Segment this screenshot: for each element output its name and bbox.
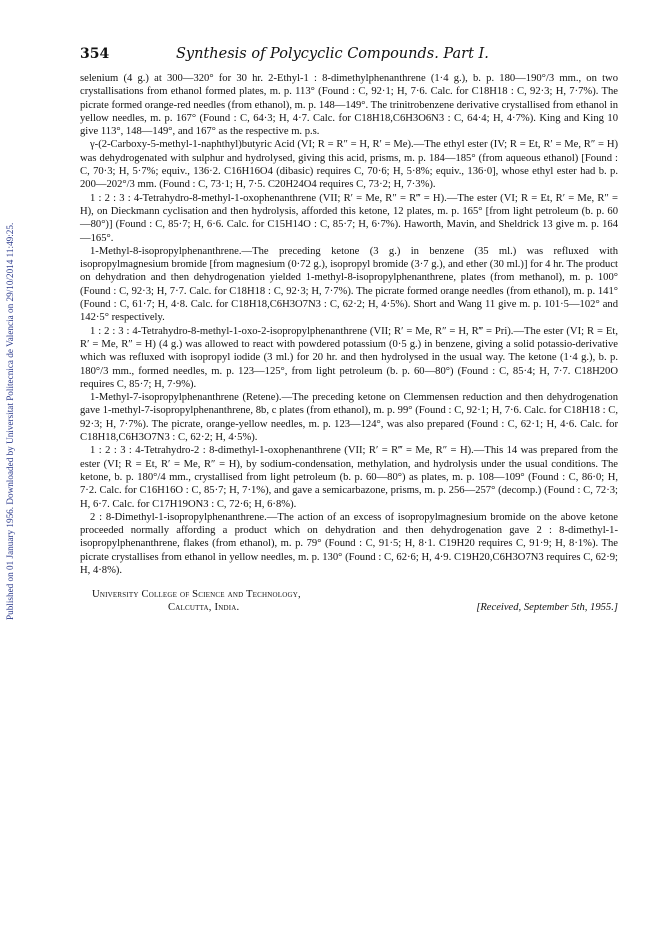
paragraph: 1 : 2 : 3 : 4-Tetrahydro-8-methyl-1-oxo-2-isopropylphenanthrene (VII; R′ = Me, R″ = H, R‴ = Pri).—The ester (VI; R = Et, R′ = Me, R″ = H) (4 g.) was allowed to react with powdered potassium (0·5 g.) in benzene, giving a solid potassio-derivative which was refluxed with isopropyl iodide (3 ml.) for 20 hr. and then hydrolysed in the usual way. The ketone (1·4 g.), b. p. 180°/3 mm., formed needles, m. p. 123—125°, from light petroleum (b. p. 60—80°) (Found : C, 85·4; H, 7·7. C18H20O requires C, 85·7; H, 7·9%). — [80, 325, 618, 390]
article-footer — [80, 589, 618, 619]
page-number: 354 — [80, 46, 110, 62]
paragraph: 1 : 2 : 3 : 4-Tetrahydro-2 : 8-dimethyl-1-oxophenanthrene (VII; R′ = R‴ = Me, R″ = H).—This 14 was prepared from the ester (VI; R = Et, R′ = Me, R″ = H), by sodium-condensation, methylation, and hydrolysis under the usual conditions. The ketone, b. p. 180°/4 mm., crystallised from light petroleum (b. p. 60—80°) as plates, m. p. 108—109° (Found : C, 86·0; H, 7·2. Calc. for C16H16O : C, 85·7; H, 7·1%), and gave a semicarbazone, prisms, m. p. 256—257° (decomp.) (Found : C, 72·3; H, 6·7. Calc. for C17H19ON3 : C, 72·6; H, 6·8%). — [80, 445, 618, 510]
paragraph: 1 : 2 : 3 : 4-Tetrahydro-8-methyl-1-oxophenanthrene (VII; R′ = Me, R″ = R‴ = H).—The ester (VI; R = Et, R′ = Me, R″ = H), on Dieckmann cyclisation and then hydrolysis, afforded this ketone, 12 plates, m. p. 165° [from light petroleum (b. p. 60—80°)] (Found : C, 85·7; H, 6·6. Calc. for C15H14O : C, 85·7; H, 6·7%). Haworth, Mavin, and Sheldrick 13 give m. p. 164—165°. — [80, 192, 618, 244]
paragraph: 1-Methyl-8-isopropylphenanthrene.—The preceding ketone (3 g.) in benzene (35 ml.) was refluxed with isopropylmagnesium bromide [from magnesium (0·72 g.), isopropyl bromide (3·7 g.), and ether (30 ml.)] for 4 hr. The product on dehydration and then dehydrogenation yielded 1-methyl-8-isopropylphenanthrene, plates (from methanol), m. p. 100° (Found : C, 92·3; H, 7·7. Calc. for C18H18 : C, 92·3; H, 7·7%). The picrate formed orange needles (from ethanol), m. p. 141° (Found : C, 61·7; H, 4·8. Calc. for C18H18,C6H3O7N3 : C, 62·2; H, 4·5%). Short and Wang 11 give m. p. 101·5—102° and 142·5° respectively. — [80, 245, 618, 324]
body-text — [80, 72, 618, 577]
institution-line-2: Calcutta, India. — [168, 602, 240, 614]
paragraph: 2 : 8-Dimethyl-1-isopropylphenanthrene.—The action of an excess of isopropylmagnesium bromide on the above ketone proceeded normally affording a product which on dehydration and then dehydrogenation gave 2 : 8-dimethyl-1-isopropylphenanthrene, flakes (from ethanol), m. p. 79° (Found : C, 91·5; H, 8·1. C19H20 requires C, 91·9; H, 8·1%). The picrate crystallises from ethanol in yellow needles, m. p. 130° (Found : C, 62·6; H, 4·9. C19H20,C6H3O7N3 requires C, 62·9; H, 4·8%). — [80, 511, 618, 576]
institution-line-1: University College of Science and Technology, — [92, 589, 301, 601]
journal-page — [80, 46, 618, 619]
page-header — [80, 46, 618, 70]
paragraph: selenium (4 g.) at 300—320° for 30 hr. 2-Ethyl-1 : 8-dimethylphenanthrene (1·4 g.), b. p. 180—190°/3 mm., on two crystallisations from ethanol formed plates, m. p. 113° (Found : C, 92·1; H, 7·6. Calc. for C18H18 : C, 92·3; H, 7·7%). The picrate formed orange-red needles (from ethanol), m. p. 148—149°. The trinitrobenzene derivative crystallised from ethanol in yellow needles, m. p. 167° (Found : C, 64·3; H, 4·7. Calc. for C18H18,C6H3O6N3 : C, 64·4; H, 4·7%). King and King 10 give 113°, 148—149°, and 167° as the respective m. p.s. — [80, 73, 618, 138]
download-note: Published on 01 January 1956. Downloaded by Universitat Politecnica de Valencia on 29/10/2014 11:49:25. — [5, 222, 15, 620]
download-watermark — [0, 0, 18, 936]
paragraph: γ-(2-Carboxy-5-methyl-1-naphthyl)butyric Acid (VI; R = R″ = H, R′ = Me).—The ethyl ester (IV; R = Et, R′ = Me, R″ = H) was dehydrogenated with sulphur and hydrolysed, giving this acid, prisms, m. p. 184—185° (from aqueous ethanol) [Found : C, 70·3; H, 5·7%; equiv., 136·2. C16H16O4 (dibasic) requires C, 70·6; H, 5·8%; equiv., 136·0], whose ethyl ester had b. p. 200—202°/3 mm. (Found : C, 73·1; H, 7·5. C20H24O4 requires C, 73·2; H, 7·3%). — [80, 139, 618, 191]
running-title: Synthesis of Polycyclic Compounds. Part I. — [176, 46, 489, 62]
paragraph: 1-Methyl-7-isopropylphenanthrene (Retene).—The preceding ketone on Clemmensen reduction and then dehydrogenation gave 1-methyl-7-isopropylphenanthrene, 8b, c plates (from ethanol), m. p. 99° (Found : C, 92·1; H, 7·6. Calc. for C18H18 : C, 92·3; H, 7·7%). The picrate, orange-yellow needles, m. p. 123—124°, was also prepared (Found : C, 62·1; H, 4·6. Calc. for C18H18,C6H3O7N3 : C, 62·2; H, 4·5%). — [80, 392, 618, 444]
received-date: [Received, September 5th, 1955.] — [476, 602, 618, 614]
